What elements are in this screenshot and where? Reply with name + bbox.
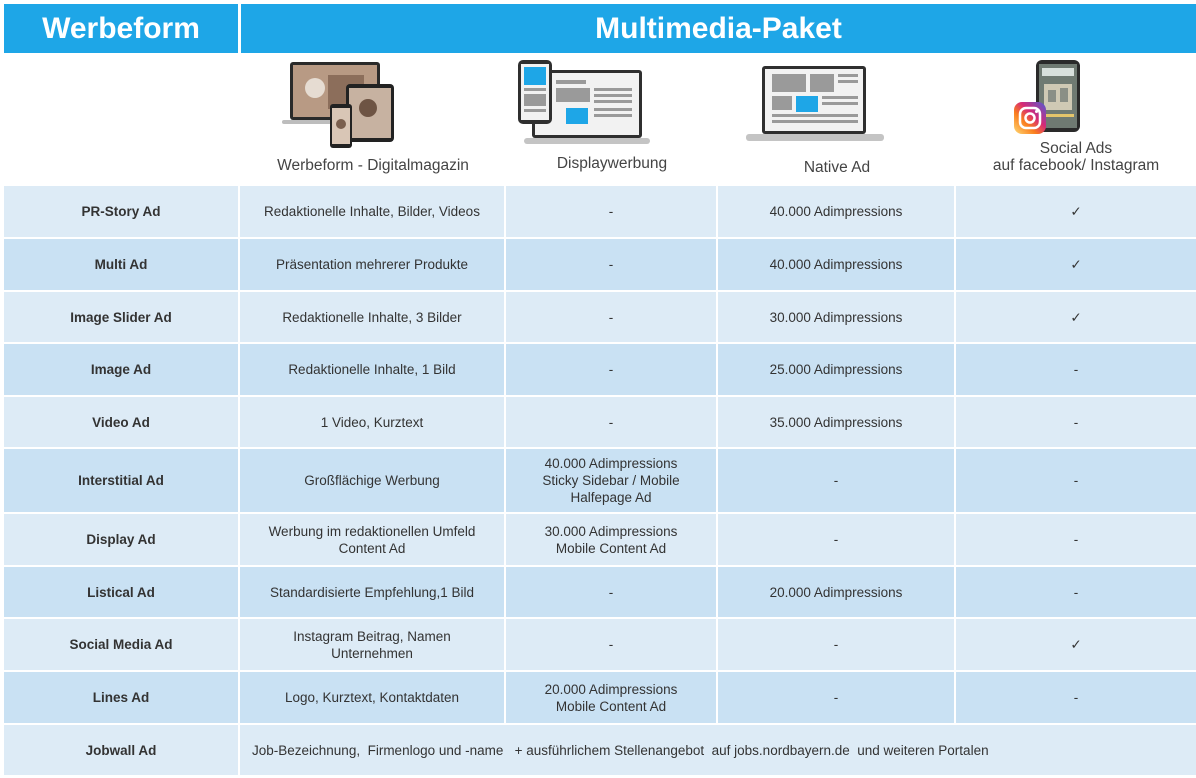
display-line: Mobile Content Ad <box>555 540 667 556</box>
display-cell <box>506 672 718 723</box>
social-cell: ✓ <box>1070 257 1082 272</box>
table-row <box>4 619 1196 670</box>
content-line: Werbung im redaktionellen Umfeld <box>268 523 476 539</box>
native-cell: - <box>718 449 956 512</box>
column-label-social-ads <box>956 140 1196 174</box>
row-name: PR-Story Ad <box>4 186 240 237</box>
table-row <box>4 344 1196 395</box>
social-cell: - <box>1073 532 1079 547</box>
content-cell <box>240 514 506 565</box>
table-row <box>4 186 1196 237</box>
display-cell: - <box>506 567 718 617</box>
row-name: Social Media Ad <box>4 619 240 670</box>
display-ad-laptop-icon <box>516 60 656 150</box>
content-line: Content Ad <box>338 540 406 556</box>
instagram-phone-icon <box>1012 58 1092 138</box>
column-label-social-ads-line1: Social Ads <box>1039 140 1113 157</box>
content-cell <box>240 619 506 670</box>
native-cell: 30.000 Adimpressions <box>718 292 956 342</box>
column-label-native-ad: Native Ad <box>803 159 871 176</box>
table-row <box>4 449 1196 512</box>
native-cell: 20.000 Adimpressions <box>718 567 956 617</box>
table-row <box>4 292 1196 342</box>
native-cell: 25.000 Adimpressions <box>718 344 956 395</box>
header-werbeform: Werbeform <box>4 4 238 53</box>
content-cell: 1 Video, Kurztext <box>240 397 506 447</box>
social-cell: - <box>1073 690 1079 705</box>
table-row <box>4 725 1196 775</box>
column-label-social-ads-line2: auf facebook/ Instagram <box>992 157 1160 174</box>
table-row <box>4 397 1196 447</box>
native-cell: 40.000 Adimpressions <box>718 186 956 237</box>
table-row <box>4 672 1196 723</box>
column-header-social-ads <box>956 56 1196 182</box>
column-label-displaywerbung: Displaywerbung <box>556 155 668 172</box>
row-name: Lines Ad <box>4 672 240 723</box>
column-label-digitalmagazin: Werbeform - Digitalmagazin <box>277 157 469 174</box>
row-name: Interstitial Ad <box>4 449 240 512</box>
column-header-native-ad <box>718 56 956 182</box>
display-cell: - <box>506 292 718 342</box>
display-cell: - <box>506 397 718 447</box>
content-cell: Präsentation mehrerer Produkte <box>240 239 506 290</box>
native-ad-laptop-icon <box>742 62 888 144</box>
content-cell: Großflächige Werbung <box>240 449 506 512</box>
table-row <box>4 567 1196 617</box>
table-row <box>4 239 1196 290</box>
social-cell: - <box>1073 362 1079 377</box>
native-cell: - <box>718 619 956 670</box>
display-line: 30.000 Adimpressions <box>544 523 678 539</box>
native-cell: 40.000 Adimpressions <box>718 239 956 290</box>
row-name: Image Ad <box>4 344 240 395</box>
native-cell: - <box>718 514 956 565</box>
table-row <box>4 514 1196 565</box>
row-name: Listical Ad <box>4 567 240 617</box>
content-cell: Logo, Kurztext, Kontaktdaten <box>240 672 506 723</box>
content-line: Unternehmen <box>331 645 413 661</box>
native-cell: - <box>718 672 956 723</box>
wide-description-cell: Job-Bezeichnung, Firmenlogo und -name + ausführlichem Stellenangebot auf jobs.nordbayern.de und weiteren Portalen <box>252 742 989 758</box>
display-line: Halfepage Ad <box>570 490 652 505</box>
content-cell: Standardisierte Empfehlung,1 Bild <box>240 567 506 617</box>
row-name: Video Ad <box>4 397 240 447</box>
display-cell: - <box>506 186 718 237</box>
content-cell: Redaktionelle Inhalte, Bilder, Videos <box>240 186 506 237</box>
header-multimedia-paket: Multimedia-Paket <box>241 4 1196 53</box>
row-name: Display Ad <box>4 514 240 565</box>
column-header-digitalmagazin <box>240 56 506 182</box>
content-cell: Redaktionelle Inhalte, 1 Bild <box>240 344 506 395</box>
display-line: Sticky Sidebar / Mobile <box>542 473 680 488</box>
display-cell: - <box>506 344 718 395</box>
devices-magazine-icon <box>280 60 400 156</box>
display-cell: - <box>506 619 718 670</box>
display-cell <box>506 449 718 512</box>
social-cell: - <box>1073 473 1079 488</box>
social-cell: ✓ <box>1070 204 1082 219</box>
row-name: Image Slider Ad <box>4 292 240 342</box>
column-header-displaywerbung <box>506 56 718 182</box>
display-line: 20.000 Adimpressions <box>544 681 678 697</box>
content-line: Instagram Beitrag, Namen <box>293 628 451 644</box>
row-name: Multi Ad <box>4 239 240 290</box>
content-cell: Redaktionelle Inhalte, 3 Bilder <box>240 292 506 342</box>
social-cell: ✓ <box>1070 309 1082 325</box>
display-cell <box>506 514 718 565</box>
display-cell: - <box>506 239 718 290</box>
display-line: 40.000 Adimpressions <box>544 456 678 471</box>
native-cell: 35.000 Adimpressions <box>718 397 956 447</box>
row-name: Jobwall Ad <box>4 725 240 775</box>
social-cell: - <box>1073 414 1079 430</box>
display-line: Mobile Content Ad <box>555 698 667 714</box>
social-cell: - <box>1073 584 1079 600</box>
social-cell: ✓ <box>1070 637 1082 652</box>
